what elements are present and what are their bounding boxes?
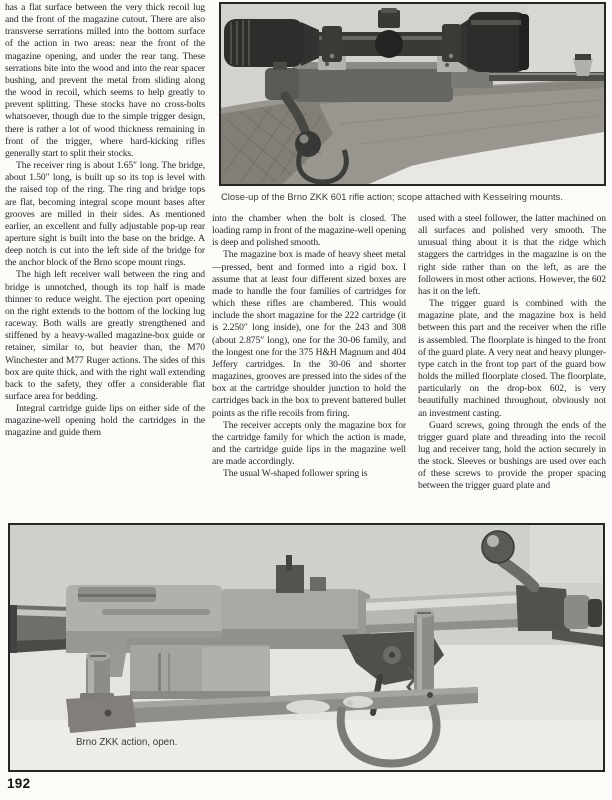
body-paragraph: into the chamber when the bolt is closed. The loading ramp in front of the magazine-well opening is deep and polished smooth.	[212, 213, 406, 249]
scope-turret	[375, 30, 403, 58]
body-paragraph: The magazine box is made of heavy sheet metal—pressed, bent and formed into a rigid box. I assume that at least four different sized boxes are made to handle the four families of cartridges for which these rifles are chambered. This would include the short magazine for the 222 cartridge (it is 2.250″ long inside), one for the 243 and 308 (about 2.875″ long), one for the 30-06 family, and the longest one for the 375 H&H Magnum and 404 Jeffery cartridges. In the 30-06 and shorter magazines, grooves are pressed into the sides of the box at the cartridge shoulder junction to hold the cartridges back in the box to prevent battered bullet points as the rifle recoils from firing.	[212, 249, 406, 419]
body-paragraph: The trigger guard is combined with the magazine plate, and the magazine box is held between this part and the receiver when the rifle is assembled. The floorplate is hinged to the front of the guard plate. A very neat and heavy plunger-type catch in the front top part of the guard bow holds the milled floorplate closed. The floorplate, particularly on the drop-box 602, is very beautifully machined throughout, obviously not an investment casting.	[418, 298, 606, 419]
photo-rifle-scope-closeup	[219, 2, 606, 186]
body-paragraph: has a flat surface between the very thick recoil lug and the front of the magazine cutout. There are also transverse serrations milled into the bottom surface of the action in two areas: near the front of the magazine opening, and under the rear tang. These serrations bite into the wood and into the rear spacer bushing, and prevent the metal from sliding along the wood in recoil, which seems to help greatly to prevent splitting. These stocks have no cross-bolts whatsoever, though due to the simple trigger design, there is rather a lot of wood thickness remaining in front of the trigger, where hard-kicking rifles generally start to split their stocks.	[5, 2, 205, 159]
bolt-knob	[482, 531, 514, 563]
body-paragraph: Integral cartridge guide lips on either side of the magazine-well opening hold the cartridges in the magazine and guide them	[5, 403, 205, 439]
photo-caption-bottom: Brno ZKK action, open.	[76, 737, 178, 748]
magazine-box	[126, 638, 274, 699]
barrel	[10, 605, 70, 653]
photo-action-open	[8, 523, 605, 772]
rifle-scope-illustration	[221, 4, 604, 184]
page-number: 192	[7, 776, 31, 791]
body-paragraph: The receiver ring is about 1.65″ long. The bridge, about 1.50″ long, is built up so its top is level with the raised top of the ring. The ring and bridge tops are flat, becoming integral scope mount bases after grooves are milled in their sides. As mentioned earlier, an excellent and fully adjustable pop-up rear aperture sight is built into the base on the bridge. A deep notch is cut into the left side of the bridge for the anchor block of the Brno scope mount rings.	[5, 160, 205, 269]
body-paragraph: used with a steel follower, the latter machined on all surfaces and polished very smooth. The unusual thing about it is that the ridge which staggers the cartridges in the magazine is on the right side rather than on the left, as are the followers in most other actions. However, the 602 has it on the left.	[418, 213, 606, 297]
rear-guard-screw	[414, 609, 434, 694]
text-column-3	[418, 213, 606, 493]
text-column-2	[212, 213, 406, 480]
body-paragraph: The high left receiver wall between the ring and bridge is unnotched, though its top half is made thinner to reduce weight. The ejection port opening on the right extends to the bottom of the locking lug raceway. Both walls are greatly strengthened and stiffened by a heavy-walled magazine-box guide or retainer, similar to, but heavier than, the M70 Winchester and M77 Ruger actions. The sides of this box are quite thick, and with the right wall extending back to the safety, they offer a considerable flat surface area for bedding.	[5, 269, 205, 402]
action-open-illustration	[10, 525, 603, 770]
body-paragraph: The receiver accepts only the magazine box for the cartridge family for which the action is made, and the cartridge guide lips in the magazine well are made accordingly.	[212, 419, 406, 468]
photo-caption-top: Close-up of the Brno ZKK 601 rifle action; scope attached with Kesselring mounts.	[221, 192, 564, 202]
text-column-1	[5, 2, 205, 440]
body-paragraph: Guard screws, going through the ends of the trigger guard plate and threading into the recoil lug and receiver tang, hold the action securely in the stock. Sleeves or bushings are used over each of these screws to provide the proper spacing between the trigger guard plate and	[418, 419, 606, 492]
bolt-shroud	[588, 599, 602, 627]
body-paragraph: The usual W-shaped follower spring is	[223, 468, 368, 480]
